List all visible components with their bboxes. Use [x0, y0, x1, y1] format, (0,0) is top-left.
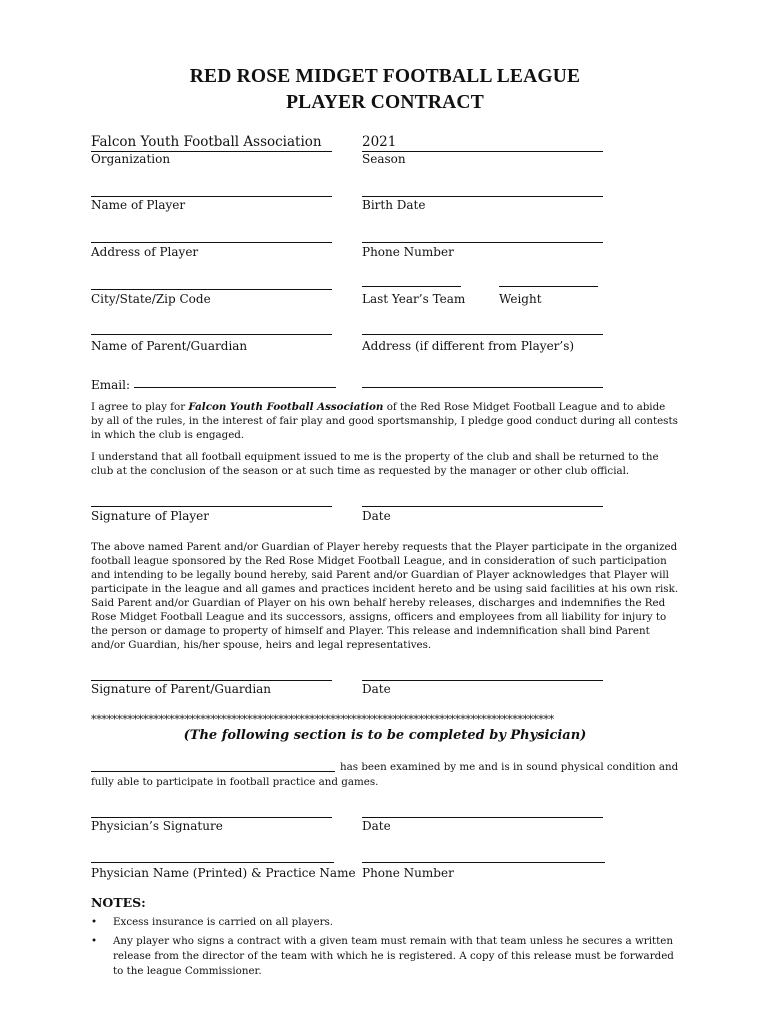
- agreement-suffix: of the Red Rose Midget Football League and to abide by all of the rules, in the interest of fair play and good sportsmanship, I pledge good conduct during all contests in which the club is engaged.: [91, 401, 678, 441]
- phone-number-label: Phone Number: [362, 245, 454, 259]
- weight-field[interactable]: [499, 286, 598, 287]
- physician-printed-name-field[interactable]: [91, 862, 334, 863]
- physician-section-heading: (The following section is to be completed by Physician): [183, 728, 587, 743]
- birth-date-label: Birth Date: [362, 198, 426, 212]
- equipment-paragraph: I understand that all football equipment issued to me is the property of the club and shall be returned to the club at the conclusion of the season or at such time as requested by the manager or other club official.: [91, 451, 659, 477]
- exam-statement-line2: fully able to participate in football practice and games.: [91, 776, 379, 788]
- birth-date-field[interactable]: [362, 196, 603, 197]
- player-signature-date-field[interactable]: [362, 506, 603, 507]
- physician-date-field[interactable]: [362, 817, 603, 818]
- city-state-zip-label: City/State/Zip Code: [91, 292, 211, 306]
- physician-signature-label: Physician’s Signature: [91, 819, 223, 833]
- player-name-field[interactable]: [91, 196, 332, 197]
- last-years-team-label: Last Year’s Team: [362, 292, 466, 306]
- organization-label: Organization: [91, 152, 171, 166]
- document-title: RED ROSE MIDGET FOOTBALL LEAGUE: [189, 66, 581, 87]
- agreement-prefix: I agree to play for: [91, 401, 189, 413]
- agreement-paragraph: [91, 400, 680, 442]
- document-subtitle: PLAYER CONTRACT: [286, 92, 484, 113]
- organization-value[interactable]: Falcon Youth Football Association: [91, 134, 322, 150]
- player-signature-field[interactable]: [91, 506, 332, 507]
- email-continuation-field[interactable]: [362, 387, 603, 388]
- player-address-field[interactable]: [91, 242, 332, 243]
- player-signature-label: Signature of Player: [91, 509, 209, 523]
- parent-signature-date-label: Date: [362, 682, 391, 696]
- season-label: Season: [362, 152, 406, 166]
- examined-player-name-field[interactable]: [91, 771, 335, 772]
- season-value[interactable]: 2021: [362, 134, 397, 150]
- note-text: Any player who signs a contract with a given team must remain with that team unless he secures a written release from the director of the team with which he is registered. A copy of this release must be forwarded to the league Commissioner.: [113, 935, 674, 977]
- parent-name-label: Name of Parent/Guardian: [91, 339, 248, 353]
- last-years-team-field[interactable]: [362, 286, 461, 287]
- alt-address-field[interactable]: [362, 334, 603, 335]
- parent-signature-label: Signature of Parent/Guardian: [91, 682, 272, 696]
- parent-signature-date-field[interactable]: [362, 680, 603, 681]
- physician-signature-field[interactable]: [91, 817, 332, 818]
- notes-heading: NOTES:: [91, 895, 146, 910]
- exam-statement-line1: has been examined by me and is in sound physical condition and: [340, 761, 679, 773]
- parent-name-field[interactable]: [91, 334, 332, 335]
- release-paragraph: The above named Parent and/or Guardian of Player hereby requests that the Player participate in the organized football league sponsored by the Red Rose Midget Football League, and in consideration of such participation and intending to be legally bound hereby, said Parent and/or Guardian of Player acknowledges that Player will participate in the league and all games and practices incident hereto and be using said facilities at his own risk. Said Parent and/or Guardian of Player on his own behalf hereby releases, discharges and indemnifies the Red Rose Midget Football League and its successors, assigns, officers and employees from all liability for injury to the person or damage to property of himself and Player. This release and indemnification shall bind Parent and/or Guardian, his/her spouse, heirs and legal representatives.: [91, 541, 679, 651]
- player-name-label: Name of Player: [91, 198, 186, 212]
- physician-printed-name-label: Physician Name (Printed) & Practice Name: [91, 866, 356, 880]
- parent-signature-field[interactable]: [91, 680, 332, 681]
- player-address-label: Address of Player: [91, 245, 199, 259]
- physician-date-label: Date: [362, 819, 391, 833]
- email-field[interactable]: [134, 387, 336, 388]
- weight-label: Weight: [499, 292, 542, 306]
- physician-phone-field[interactable]: [362, 862, 605, 863]
- note-text: Excess insurance is carried on all players.: [113, 916, 334, 928]
- physician-phone-label: Phone Number: [362, 866, 454, 880]
- note-item: [91, 934, 681, 980]
- city-state-zip-field[interactable]: [91, 289, 332, 290]
- bullet-icon: •: [91, 916, 98, 928]
- bullet-icon: •: [91, 935, 98, 947]
- player-signature-date-label: Date: [362, 509, 391, 523]
- note-item: [91, 915, 681, 931]
- email-label: Email:: [91, 378, 131, 392]
- agreement-club-name: Falcon Youth Football Association: [188, 401, 384, 413]
- phone-number-field[interactable]: [362, 242, 603, 243]
- section-separator: *****************************************************************************************: [91, 713, 554, 726]
- alt-address-label: Address (if different from Player’s): [362, 339, 575, 353]
